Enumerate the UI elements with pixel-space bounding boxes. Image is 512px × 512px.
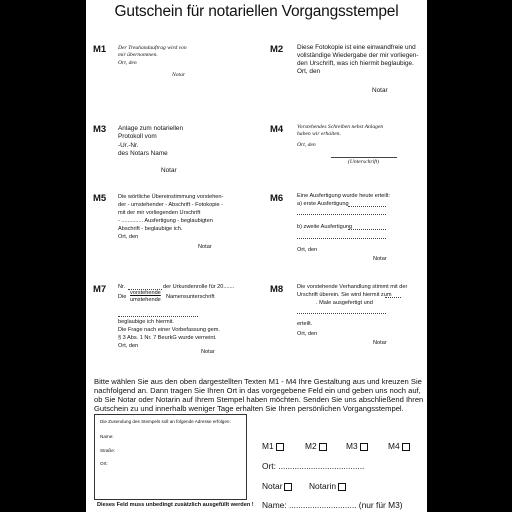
- option-notar-label: Notar: [262, 481, 283, 491]
- m2-label: M2: [270, 44, 284, 55]
- m2-line2: vollständige Wiedergabe der mir vorliegen-: [297, 52, 419, 59]
- m8-label: M8: [270, 284, 284, 295]
- m6-dotted-line-4: [297, 238, 386, 239]
- m7-place: Ort, den: [118, 343, 139, 349]
- m7-label: M7: [93, 284, 107, 295]
- address-name-label: Name:: [100, 434, 114, 439]
- m6-dotted-line-2: [297, 214, 386, 215]
- m8-place: Ort, den: [297, 331, 318, 337]
- m8-line1: Die vorstehende Verhandlung stimmt mit der: [297, 284, 408, 290]
- m6-dotted-line-3: [348, 229, 386, 230]
- m7-dotted-line: [118, 316, 198, 317]
- option-m2-label: M2: [305, 441, 317, 451]
- address-city-field[interactable]: [117, 465, 237, 472]
- m5-line2: der - umstehender - Abschrift - Fotokopie -: [118, 202, 224, 208]
- option-notarin[interactable]: [309, 481, 346, 491]
- m4-label: M4: [270, 124, 284, 135]
- instructions-text: Bitte wählen Sie aus den oben dargestellten Texten M1 - M4 Ihre Gestaltung aus und kreuzen Sie nachfolgend an. Dann tragen Sie Ihren Ort in das vorgegebene Feld ein und geben uns noch auf, ob Sie Notar oder Notarin auf Ihrem Stempel haben möchten. Senden Sie uns abschließend Ihren Gutschein zu und innerhalb weniger Tage erhalten Sie Ihren persönlichen Vorgangsstempel.: [94, 377, 424, 414]
- m8-line3: . Male ausgefertigt und: [316, 300, 373, 306]
- option-notar-checkbox[interactable]: [284, 483, 292, 491]
- address-street-label: Straße:: [100, 448, 116, 453]
- m7-namens: Namensunterschrift: [166, 294, 215, 300]
- m3-label: M3: [93, 124, 107, 135]
- m4-line2: haben wir erhalten.: [297, 131, 341, 137]
- m4-signature-caption: (Unterschrift): [348, 159, 380, 165]
- m6-place: Ort, den: [297, 247, 318, 253]
- m2-line3: den Urschrift, was ich hiermit beglaubige.: [297, 60, 414, 67]
- m1-place: Ort, den: [118, 60, 137, 66]
- m5-line4: - .............. Ausfertigung - beglaubigten: [118, 218, 213, 224]
- m7-line3: § 3 Abs. 1 Nr. 7 BeurkG wurde verneint.: [118, 335, 217, 341]
- option-m2-checkbox[interactable]: [319, 443, 327, 451]
- option-m3[interactable]: [346, 441, 368, 451]
- m7-option-umstehende: umstehende: [130, 297, 161, 303]
- m2-place: Ort, den: [297, 68, 321, 75]
- m1-label: M1: [93, 44, 107, 55]
- m4-signature-line: [331, 157, 397, 158]
- option-notarin-checkbox[interactable]: [338, 483, 346, 491]
- m6-line1: Eine Ausfertigung wurde heute erteilt:: [297, 193, 390, 199]
- m5-line1: Die wörtliche Übereinstimmung vorstehen-: [118, 194, 224, 200]
- option-m2[interactable]: [305, 441, 327, 451]
- address-box: [94, 414, 247, 500]
- voucher-page: [86, 0, 427, 512]
- m1-notary: Notar: [172, 72, 186, 78]
- name-field[interactable]: Name: ............................. (nur für M3): [262, 500, 403, 510]
- m7-nr: Nr.: [118, 284, 126, 290]
- m6-notary: Notar: [373, 256, 387, 262]
- m8-line4: erteilt.: [297, 321, 313, 327]
- address-required-note: Dieses Feld muss unbedingt zusätzlich ausgefüllt werden !: [97, 502, 254, 508]
- m7-option-vorstehende: vorstehende: [130, 290, 161, 296]
- address-name-field[interactable]: [117, 439, 237, 446]
- option-notar[interactable]: [262, 481, 292, 491]
- m7-line2: Die Frage nach einer Vorbefassung gem.: [118, 327, 220, 333]
- m4-line1: Vorstehendes Schreiben nebst Anlagen: [297, 124, 384, 130]
- m7-line1: beglaubige ich hiermit.: [118, 319, 174, 325]
- address-heading: Die Zusendung des Stempels soll an folgende Adresse erfolgen:: [100, 419, 231, 424]
- option-m1[interactable]: [262, 441, 284, 451]
- m3-line4: des Notars Name: [118, 150, 168, 157]
- m5-line3: mit der mir vorliegenden Urschrift: [118, 210, 201, 216]
- m8-notary: Notar: [373, 340, 387, 346]
- m6-dotted-line-1: [348, 206, 386, 207]
- m2-notary: Notar: [372, 87, 388, 94]
- option-m1-label: M1: [262, 441, 274, 451]
- m7-die: Die: [118, 294, 127, 300]
- m8-dots-2: [297, 313, 386, 314]
- m6-line3: b) zweite Ausfertigung: [297, 224, 353, 230]
- m1-line1: Der Treuhandauftrag wird von: [118, 45, 187, 51]
- option-notarin-label: Notarin: [309, 481, 336, 491]
- m2-line1: Diese Fotokopie ist eine einwandfreie und: [297, 44, 416, 51]
- ort-field[interactable]: Ort: .....................................: [262, 461, 365, 471]
- m3-line3: -Ur.-Nr.: [118, 142, 139, 149]
- m8-line2: Urschrift überein. Sie wird hiermit zum: [297, 292, 392, 298]
- m6-label: M6: [270, 193, 284, 204]
- m1-line2: mir übernommen.: [118, 52, 158, 58]
- address-city-label: Ort:: [100, 461, 108, 466]
- m3-notary: Notar: [161, 167, 177, 174]
- option-m1-checkbox[interactable]: [276, 443, 284, 451]
- m8-dots-1: [385, 297, 401, 298]
- option-m3-checkbox[interactable]: [360, 443, 368, 451]
- option-m4[interactable]: [388, 441, 410, 451]
- option-m4-checkbox[interactable]: [402, 443, 410, 451]
- m4-place: Ort, den: [297, 142, 316, 148]
- option-m4-label: M4: [388, 441, 400, 451]
- m7-rolle: der Urkundenrolle für 20.......: [163, 284, 235, 290]
- address-street-field[interactable]: [117, 453, 237, 460]
- m7-notary: Notar: [201, 349, 215, 355]
- m3-line1: Anlage zum notariellen: [118, 125, 184, 132]
- m5-notary: Notar: [198, 244, 212, 250]
- page-title: Gutschein für notariellen Vorgangsstempel: [114, 3, 399, 20]
- m5-line5: Abschrift - beglaubige ich.: [118, 226, 183, 232]
- m6-line2: a) erste Ausfertigung: [297, 201, 349, 207]
- m3-line2: Protokoll vom: [118, 133, 157, 140]
- option-m3-label: M3: [346, 441, 358, 451]
- m5-label: M5: [93, 193, 107, 204]
- m5-place: Ort, den: [118, 234, 139, 240]
